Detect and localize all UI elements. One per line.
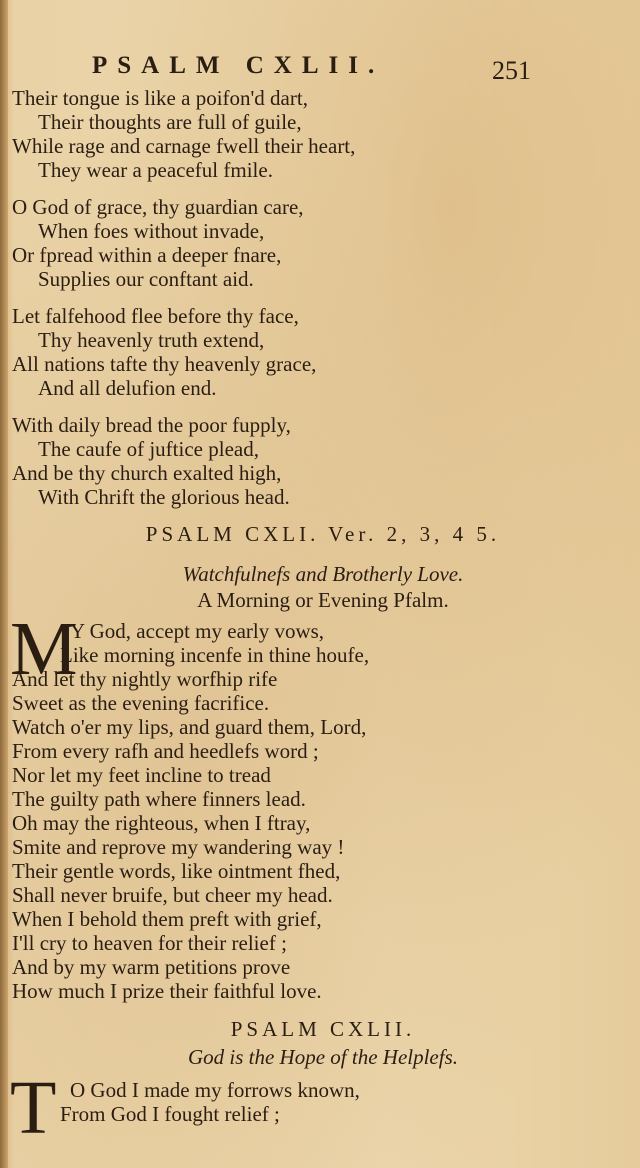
verse-line: The guilty path where finners lead. (12, 787, 306, 811)
verse-line: When I behold them preft with grief, (12, 907, 322, 931)
verse-line: Sweet as the evening facrifice. (12, 691, 270, 715)
verse-line: Or fpread within a deeper fnare, (12, 243, 282, 267)
verse-line: With Chrift the glorious head. (38, 485, 290, 509)
verse-line: O God of grace, thy guardian care, (12, 195, 304, 219)
running-title: PSALM CXLII. (92, 52, 385, 79)
verse-line: How much I prize their faithful love. (12, 979, 322, 1003)
psalm-141-subtitle-2: A Morning or Evening Pfalm. (197, 588, 449, 612)
verse-line: With daily bread the poor fupply, (12, 413, 291, 437)
verse-line: They wear a peaceful fmile. (38, 158, 273, 182)
verse-line: Like morning incenfe in thine houfe, (60, 643, 370, 667)
drop-cap: M (10, 607, 78, 691)
verse-line: And by my warm petitions prove (12, 955, 291, 979)
psalm-142-heading: PSALM CXLII. (230, 1017, 416, 1041)
psalm-141-heading: PSALM CXLI. Ver. 2, 3, 4 5. (145, 522, 501, 546)
stanza (12, 195, 634, 291)
verse-line: Their tongue is like a poifon'd dart, (12, 86, 308, 110)
stanza (12, 304, 634, 400)
verse-line: And be thy church exalted high, (12, 461, 282, 485)
psalm-142-continuation (12, 86, 634, 509)
psalm-142-subtitle: God is the Hope of the Helplefs. (187, 1045, 459, 1069)
verse-line: Oh may the righteous, when I ftray, (12, 811, 311, 835)
psalm-141-subtitle: Watchfulnefs and Brotherly Love. (182, 562, 464, 586)
psalm-142-verse (10, 1066, 634, 1150)
page-gutter (0, 0, 8, 1168)
stanza (12, 413, 634, 509)
verse-line: And let thy nightly worfhip rife (12, 667, 278, 691)
verse-line: Supplies our conftant aid. (38, 267, 254, 291)
page-number: 251 (492, 56, 531, 85)
verse-line: Watch o'er my lips, and guard them, Lord, (12, 715, 367, 739)
psalm-141-verse (10, 607, 634, 1003)
page-header (0, 52, 640, 86)
drop-cap: T (10, 1066, 57, 1150)
verse-line: From God I fought relief ; (60, 1102, 280, 1126)
verse-line: Nor let my feet incline to tread (12, 763, 271, 787)
verse-line: All nations tafte thy heavenly grace, (12, 352, 317, 376)
verse-line: Their thoughts are full of guile, (38, 110, 302, 134)
verse-line: Thy heavenly truth extend, (38, 328, 265, 352)
verse-line: When foes without invade, (38, 219, 265, 243)
verse-line: Smite and reprove my wandering way ! (12, 835, 345, 859)
verse-line: Let falfehood flee before thy face, (12, 304, 299, 328)
verse-line: And all delufion end. (38, 376, 217, 400)
verse-line: Y God, accept my early vows, (70, 619, 325, 643)
verse-line: While rage and carnage fwell their heart, (12, 134, 356, 158)
page-body (10, 86, 634, 1150)
verse-line: Their gentle words, like ointment fhed, (12, 859, 341, 883)
verse-line: From every rafh and heedlefs word ; (12, 739, 319, 763)
verse-line: Shall never bruife, but cheer my head. (12, 883, 333, 907)
verse-line: I'll cry to heaven for their relief ; (12, 931, 287, 955)
psalm-141-lines (12, 667, 634, 1003)
stanza (12, 86, 634, 182)
verse-line: O God I made my forrows known, (70, 1078, 360, 1102)
verse-line: The caufe of juftice plead, (38, 437, 259, 461)
